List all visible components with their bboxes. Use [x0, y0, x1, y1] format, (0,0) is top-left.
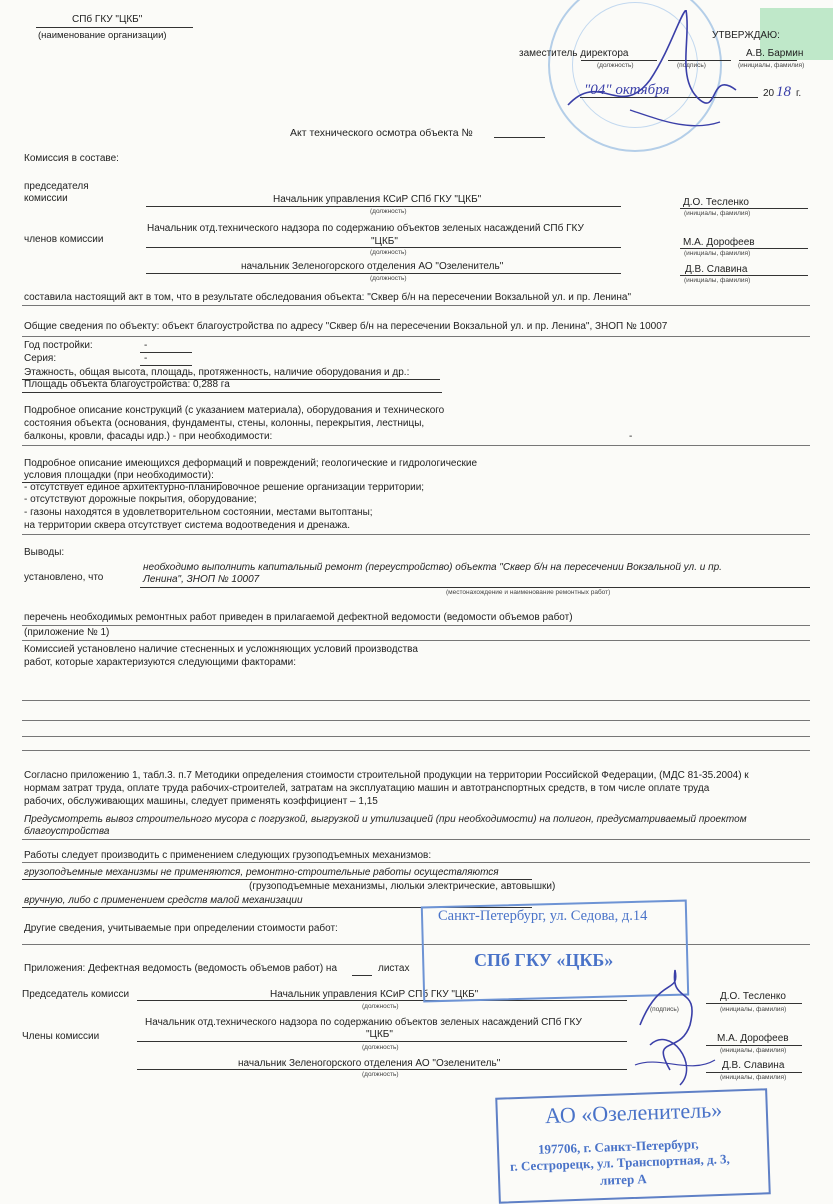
sheets-label: листах: [378, 963, 410, 974]
caption-initials: (инициалы, фамилия): [738, 62, 805, 69]
defect-item: - газоны находятся в удовлетворительном состоянии, местами вытоптаны;: [24, 507, 373, 518]
chairman-label-2: комиссии: [24, 193, 68, 204]
area-text: Площадь объекта благоустройства: 0,288 га: [24, 379, 230, 390]
construction-text-2: состояния объекта (основания, фундаменты, стены, колонны, перекрытия, лестницы,: [24, 418, 425, 429]
chairman-position: Начальник управления КСиР СПб ГКУ "ЦКБ": [273, 194, 482, 205]
member-signatures: [620, 965, 730, 1090]
line: [22, 336, 810, 337]
year-label: Год постройки:: [24, 340, 93, 351]
series-value: -: [144, 353, 148, 364]
oz-stamp-name: АО «Озеленитель»: [544, 1096, 723, 1129]
construction-value: -: [629, 431, 633, 442]
line: [140, 365, 192, 366]
chairman-sign-name: Д.О. Тесленко: [720, 991, 786, 1002]
member1-position: Начальник отд.технического надзора по содержанию объектов зеленых насаждений СПб ГКУ: [147, 223, 584, 234]
appendix-ref: (приложение № 1): [24, 627, 110, 638]
caption: (должность): [362, 1044, 399, 1051]
line: [146, 247, 621, 248]
defect-item: на территории сквера отсутствует система водоотведения и дренажа.: [24, 520, 350, 531]
blank-line: [22, 700, 810, 701]
caption-position: (должность): [597, 62, 634, 69]
general-info: Общие сведения по объекту: объект благоустройства по адресу "Сквер б/н на пересечении Вокзальной ул. и пр. Ленина", ЗНОП № 10007: [24, 321, 668, 332]
name-line: [739, 60, 797, 61]
line: [22, 862, 810, 863]
series-label: Серия:: [24, 353, 57, 364]
construction-text: Подробное описание конструкций (с указанием материала), оборудования и технического: [24, 405, 445, 416]
caption: (инициалы, фамилия): [684, 250, 751, 257]
sheets-field: [352, 975, 372, 976]
chairman-sign-label: Председатель комисси: [22, 989, 130, 1000]
blank-line: [22, 720, 810, 721]
chairman-sign-position: Начальник управления КСиР СПб ГКУ "ЦКБ": [270, 989, 479, 1000]
deformation-text-2: условия площадки (при необходимости):: [24, 470, 214, 481]
caption: (местонахождение и наименование ремонтных работ): [446, 589, 611, 596]
line: [137, 1069, 627, 1070]
coefficient-text: Согласно приложению 1, табл.3. п.7 Методики определения стоимости строительной продукции на территории Российской Федерации, (МДС 81-35.2004) к: [24, 770, 749, 781]
construction-text-3: балконы, кровли, фасады идр.) - при необходимости:: [24, 431, 273, 442]
line: [146, 206, 621, 207]
waste-text-2: благоустройства: [24, 826, 110, 837]
line: [22, 640, 810, 641]
line: [140, 587, 810, 588]
defect-item: - отсутствуют дорожные покрытия, оборудование;: [24, 494, 257, 505]
member2-position: начальник Зеленогорского отделения АО "Озеленитель": [241, 261, 504, 272]
line: [137, 1041, 627, 1042]
org-name: СПб ГКУ "ЦКБ": [72, 14, 143, 25]
member1-position-2: "ЦКБ": [371, 236, 398, 247]
caption-sign: (подпись): [677, 62, 706, 69]
established-label: установлено, что: [24, 572, 104, 583]
lifting-text: Работы следует производить с применением следующих грузоподъемных механизмов:: [24, 850, 432, 861]
line: [22, 625, 810, 626]
chairman-name: Д.О. Тесленко: [683, 197, 749, 208]
conditions-text-2: работ, которые характеризуются следующими факторами:: [24, 657, 297, 668]
caption: (инициалы, фамилия): [720, 1006, 787, 1013]
member2-sign-name: Д.В. Славина: [722, 1060, 785, 1071]
caption: (инициалы, фамилия): [720, 1047, 787, 1054]
ckb-stamp-address: Санкт-Петербург, ул. Седова, д.14: [438, 908, 648, 924]
line: [140, 352, 192, 353]
oz-stamp-address-2: г. Сестрорецк, ул. Транспортная, д. 3,: [509, 1151, 731, 1174]
coefficient-text-2: нормам затрат труда, оплате труда рабочих-строителей, затратам на эксплуатацию машин и автотранспортных средств, в том числе оплате труда: [24, 783, 710, 794]
line: [22, 839, 810, 840]
conclusion-text-2: Ленина", ЗНОП № 10007: [143, 574, 260, 585]
line: [680, 275, 808, 276]
approval-year: 18: [776, 84, 791, 100]
org-underline: [36, 27, 193, 28]
members-sign-label: Члены комиссии: [22, 1031, 100, 1042]
other-info: Другие сведения, учитываемые при определении стоимости работ:: [24, 923, 338, 934]
caption: (инициалы, фамилия): [684, 210, 751, 217]
floors-text: Этажность, общая высота, площадь, протяженность, наличие оборудования и др.:: [24, 367, 410, 378]
approver-signature: [560, 10, 740, 135]
caption: (инициалы, фамилия): [720, 1074, 787, 1081]
caption: (должность): [370, 249, 407, 256]
line: [22, 305, 810, 306]
oz-stamp-address-3: литер А: [599, 1171, 648, 1188]
line: [22, 534, 810, 535]
caption: (инициалы, фамилия): [684, 277, 751, 284]
org-caption: (наименование организации): [38, 30, 167, 41]
lifting-value-2: вручную, либо с применением средств малой механизации: [24, 895, 303, 906]
attachments-text: Приложения: Дефектная ведомость (ведомость объемов работ) на: [24, 963, 338, 974]
line: [22, 392, 442, 393]
caption: (должность): [362, 1071, 399, 1078]
year-suffix: г.: [796, 88, 802, 99]
document-title: Акт технического осмотра объекта №: [290, 127, 473, 139]
repair-list-text: перечень необходимых ремонтных работ приведен в прилагаемой дефектной ведомости (ведомости объемов работ): [24, 612, 573, 623]
caption: (должность): [370, 208, 407, 215]
member2-sign-position: начальник Зеленогорского отделения АО "Озеленитель": [238, 1058, 501, 1069]
oz-stamp-address: 197706, г. Санкт-Петербург,: [537, 1136, 699, 1157]
member1-name: М.А. Дорофеев: [683, 237, 755, 248]
caption: (должность): [370, 275, 407, 282]
caption: (подпись): [650, 1006, 679, 1013]
blank-line: [22, 736, 810, 737]
approve-label: УТВЕРЖДАЮ:: [712, 30, 780, 41]
line: [680, 208, 808, 209]
members-label: членов комиссии: [24, 234, 104, 245]
line: [146, 273, 621, 274]
commission-label: Комиссия в составе:: [24, 153, 119, 164]
member1-sign-position: Начальник отд.технического надзора по содержанию объектов зеленых насаждений СПб ГКУ: [145, 1017, 582, 1028]
defect-item: - отсутствует единое архитектурно-планировочное решение организации территории;: [24, 482, 425, 493]
member1-sign-position-2: "ЦКБ": [366, 1029, 393, 1040]
line: [22, 445, 810, 446]
member2-name: Д.В. Славина: [685, 264, 748, 275]
line: [22, 879, 532, 880]
year-prefix: 20: [763, 88, 775, 99]
blank-line: [22, 750, 810, 751]
caption: (должность): [362, 1003, 399, 1010]
year-value: -: [144, 340, 148, 351]
deformation-text: Подробное описание имеющихся деформаций и повреждений; геологические и гидрологические: [24, 458, 478, 469]
approval-date: "04" октября: [584, 82, 670, 98]
lifting-value: грузоподъемные механизмы не применяются, ремонтно-строительные работы осуществляются: [24, 867, 499, 878]
compiled-text: составила настоящий акт в том, что в результате обследования объекта: "Сквер б/н на пересечении Вокзальной ул. и пр. Ленина": [24, 292, 632, 303]
lifting-caption: (грузоподъемные механизмы, люльки электрические, автовышки): [249, 881, 556, 892]
waste-text: Предусмотреть вывоз строительного мусора с погрузкой, выгрузкой и утилизацией (при необходимости) на полигон, предусматриваемый проектом: [24, 814, 747, 825]
act-number-field: [494, 137, 545, 138]
line: [680, 248, 808, 249]
conclusions-label: Выводы:: [24, 547, 65, 558]
member1-sign-name: М.А. Дорофеев: [717, 1033, 789, 1044]
conditions-text: Комиссией установлено наличие стесненных и усложняющих условий производства: [24, 644, 418, 655]
approver-position: заместитель директора: [519, 48, 629, 59]
line: [22, 944, 810, 945]
coefficient-text-3: рабочих, обслуживающих машины, следует применять коэффициент – 1,15: [24, 796, 378, 807]
chairman-label: председателя: [24, 181, 89, 192]
ckb-stamp-name: СПб ГКУ «ЦКБ»: [474, 950, 614, 970]
approver-name: А.В. Бармин: [746, 48, 804, 59]
line: [137, 1000, 627, 1001]
conclusion-text: необходимо выполнить капитальный ремонт (переустройство) объекта "Сквер б/н на пересечении Вокзальной ул. и пр.: [143, 562, 722, 573]
